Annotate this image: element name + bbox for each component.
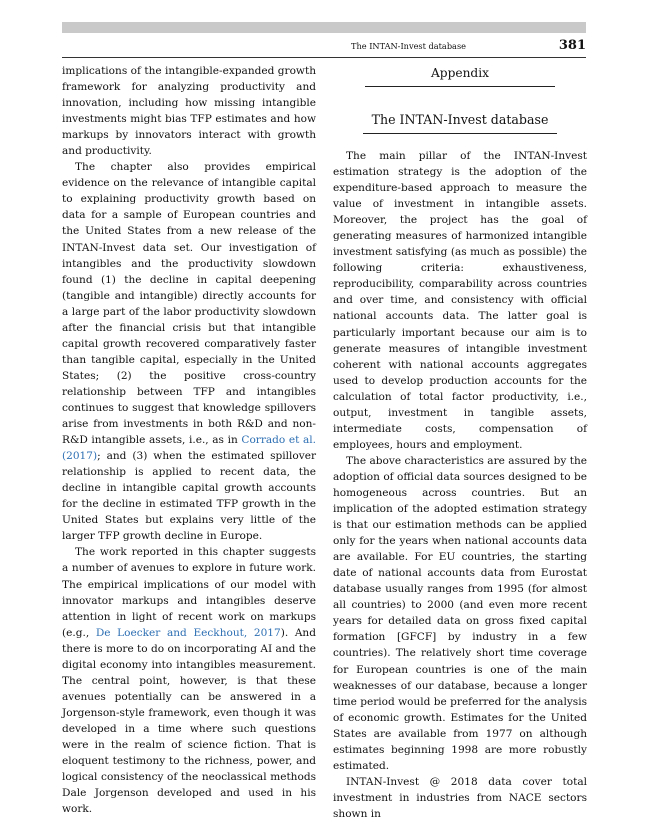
section-title: The INTAN-Invest database [371, 112, 549, 127]
appendix-heading: Appendix [430, 66, 490, 80]
right-column [333, 63, 587, 822]
section-title-rule [363, 133, 557, 134]
running-header [62, 38, 586, 54]
paragraph-empirical-evidence [62, 159, 316, 544]
page-number: 381 [558, 38, 586, 53]
citation-link-de-loecker[interactable]: De Loecker and Eeckhout, 2017 [95, 626, 281, 639]
appendix-rule [365, 86, 555, 87]
paragraph-characteristics: The above characteristics are assured by the adoption of official data sources designed to be homogeneous across countries. But an implication of the adopted estimation strategy is that our estimation methods can be applied only for the years when national accounts data are available. For EU countries, the starting date of national accounts data from Eurostat database usually ranges from 1995 (for almost all countries) to 2000 (and even more recent years for detailed data on gross fixed capital formation [GFCF] by industry in a few countries). The relatively short time coverage for European countries is one of the main weaknesses of our database, because a longer time period would be preferred for the analysis of economic growth. Estimates for the United States are available from 1977 on although estimates beginning 1998 are more robustly estimated. [333, 454, 587, 772]
paragraph-text: The chapter also provides empirical evidence on the relevance of intangible capital to explaining productivity growth based on data for a sample of European countries and the United States from a new release of the INTAN-Invest data set. Our investigation of intangibles and the productivity slowdown found (1) the decline in capital deepening (tangible and intangible) directly accounts for a large part of the labor productivity slowdown after the financial crisis but that intangible capital growth recovered comparatively faster than tangible capital, especially in the United States; (2) the positive cross-country relationship between TFP and intangibles continues to suggest that knowledge spillovers arise from investments in both R&D and non-R&D intangible assets, i.e., as in [62, 161, 316, 447]
paragraph-text: The work reported in this chapter suggests a number of avenues to explore in future work. The empirical implications of our model with innovator markups and intangibles deserve attention in light of recent work on markups (e.g., [62, 546, 316, 639]
left-column [62, 63, 316, 817]
citation-link-corrado[interactable]: Corrado et al. (2017) [62, 434, 316, 463]
paragraph-future-work [62, 544, 316, 817]
running-title: The INTAN-Invest database [351, 41, 466, 51]
paragraph-text: ; and (3) when the estimated spillover relationship is applied to recent data, the decline in intangible capital growth accounts for the decline in estimated TFP growth in the United States but explains very little of the larger TFP growth decline in Europe. [62, 450, 316, 543]
paragraph-implications: implications of the intangible-expanded growth framework for analyzing productivity and innovation, including how missing intangible investments might bias TFP estimates and how markups by innovators interact with growth and productivity. [62, 65, 316, 158]
paragraph-coverage: INTAN-Invest @ 2018 data cover total investment in industries from NACE sectors shown in [333, 775, 587, 820]
header-rule [62, 57, 586, 58]
header-bar [62, 22, 586, 33]
paragraph-text: ). And there is more to do on incorporating AI and the digital economy into intangibles measurement. The central point, however, is that these avenues potentially can be answered in a Jorgenson-style framework, even though it was developed in a time where such questions were in the realm of science fiction. That is eloquent testimony to the richness, power, and logical consistency of the neoclassical methods Dale Jorgenson developed and used in his work. [62, 626, 316, 816]
paragraph-main-pillar: The main pillar of the INTAN-Invest estimation strategy is the adoption of the expenditure-based approach to measure the value of investment in intangible assets. Moreover, the project has the goal of generating measures of harmonized intangible investment satisfying (as much as possible) the following criteria: exhaustiveness, reproducibility, comparability across countries and over time, and consistency with official national accounts data. The latter goal is particularly important because our aim is to generate measures of intangible investment coherent with national accounts aggregates used to develop production accounts for the calculation of total factor productivity, i.e., output, investment in tangible assets, intermediate costs, compensation of employees, hours and employment. [333, 150, 587, 451]
